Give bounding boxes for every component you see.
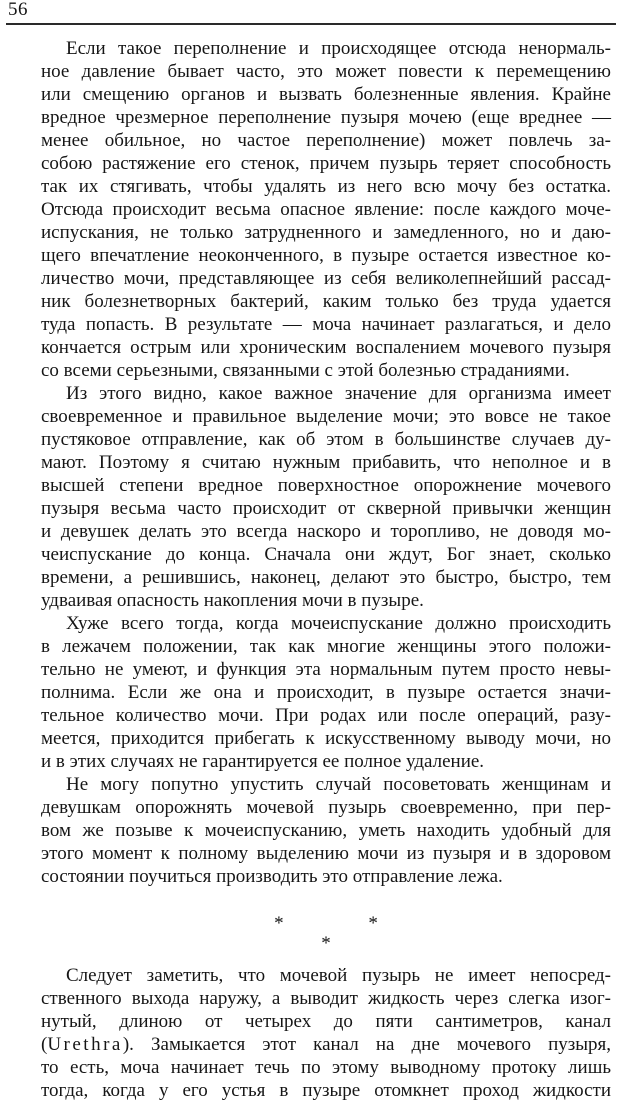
text-line: высшей степени вредное поверхностное опорожнение мочевого	[41, 475, 611, 496]
text-line: нутый, длиною от четырех до пяти сантиметров, канал	[41, 1011, 611, 1032]
text-line: щего впечатление неоконченного, в пузыре остается известное ко-	[41, 245, 611, 266]
text-line: менее обильное, но частое переполнение) может повлечь за-	[41, 130, 611, 151]
text-line: Не могу попутно упустить случай посоветовать женщинам и	[66, 774, 611, 795]
text-line: мают. Поэтому я считаю нужным прибавить, что неполное и в	[41, 452, 611, 473]
separator-stars-top: * *	[274, 913, 418, 934]
text-line: полнима. Если же она и происходит, в пузыре остается значи-	[41, 682, 611, 703]
text-line: со всеми серьезными, связанными с этой болезнью страданиями.	[41, 360, 570, 381]
text-line: ственного выхода наружу, а выводит жидкость через слегка изог-	[41, 988, 611, 1009]
text-line: тельно не умеют, и функция эта нормальным путем просто невы-	[41, 659, 611, 680]
paragraph	[41, 612, 611, 773]
text-line: или смещению органов и вызвать болезненные явления. Крайне	[41, 84, 611, 105]
text-line: ное давление бывает часто, это может повести к перемещению	[41, 61, 611, 82]
text-line: пузыря весьма часто происходит от скверной привычки женщин	[41, 498, 611, 519]
text-line: тельное количество мочи. При родах или после операций, разу-	[41, 705, 611, 726]
text-line-urethra	[41, 1033, 611, 1056]
text-line: и в этих случаях не гарантируется ее полное удаление.	[41, 751, 485, 772]
text-line: этого момент к полному выделению мочи из пузыря и в здоровом	[41, 843, 611, 864]
latin-term: Urethra	[47, 1034, 123, 1055]
section-separator	[41, 894, 611, 964]
text-line: Из этого видно, какое важное значение для организма имеет	[66, 383, 611, 404]
paren-open: (	[41, 1034, 48, 1055]
text-line: так их стягивать, чтобы удалять из него всю мочу без остатка.	[41, 176, 611, 197]
text-line: вом же позыве к мочеиспусканию, уметь находить удобный для	[41, 820, 611, 841]
text-line: и девушек делать это всегда наскоро и торопливо, не доводя мо-	[41, 521, 611, 542]
text-line: испускания, не только затрудненного и замедленного, но и даю-	[41, 222, 611, 243]
paragraph	[41, 37, 611, 382]
text-line: пустяковое отправление, как об этом в большинстве случаев ду-	[41, 429, 611, 450]
text-line: времени, а решившись, наконец, делают это быстро, быстро, тем	[41, 567, 611, 588]
header-rule	[6, 23, 616, 25]
text-line: туда попасть. В результате — моча начинает разлагаться, и дело	[41, 314, 611, 335]
paragraph	[41, 964, 611, 1102]
line-rest: ). Замыкается этот канал на дне мочевого пузыря,	[122, 1034, 611, 1055]
text-line: кончается острым или хроническим воспалением мочевого пузыря	[41, 337, 611, 358]
paragraph	[41, 382, 611, 612]
page-text	[41, 37, 611, 1102]
text-line: собою растяжение его стенок, причем пузырь теряет способность	[41, 153, 611, 174]
text-line: личество мочи, представляющее из себя великолепнейший рассад-	[41, 268, 611, 289]
page-number: 56	[8, 0, 28, 20]
text-line: Если такое переполнение и происходящее отсюда ненормаль-	[66, 38, 611, 59]
text-line: то есть, моча начинает течь по этому выводному протоку лишь	[41, 1057, 611, 1078]
text-line: ник болезнетворных бактерий, каким только без труда удается	[41, 291, 611, 312]
text-line: Следует заметить, что мочевой пузырь не имеет непосред-	[66, 965, 611, 986]
text-line: своевременное и правильное выделение мочи; это вовсе не такое	[41, 406, 611, 427]
text-line: чеиспускание до конца. Сначала они ждут, Бог знает, сколько	[41, 544, 611, 565]
text-line: меется, приходится прибегать к искусственному выводу мочи, но	[41, 728, 611, 749]
text-line: девушкам опорожнять мочевой пузырь своевременно, при пер-	[41, 797, 611, 818]
text-line: Отсюда происходит весьма опасное явление: после каждого моче-	[41, 199, 611, 220]
text-line: в лежачем положении, так как многие женщины этого положи-	[41, 636, 611, 657]
separator-star-bottom: *	[321, 933, 331, 954]
text-line: состоянии поучиться производить это отправление лежа.	[41, 866, 503, 887]
paragraph	[41, 773, 611, 888]
text-line: Хуже всего тогда, когда мочеиспускание должно происходить	[66, 613, 611, 634]
text-line: тогда, когда у его устья в пузыре отомкнет проход жидкости	[41, 1080, 611, 1101]
text-line: вредное чрезмерное переполнение пузыря мочею (еще вреднее —	[41, 107, 611, 128]
text-line: удваивая опасность накопления мочи в пузыре.	[41, 590, 424, 611]
